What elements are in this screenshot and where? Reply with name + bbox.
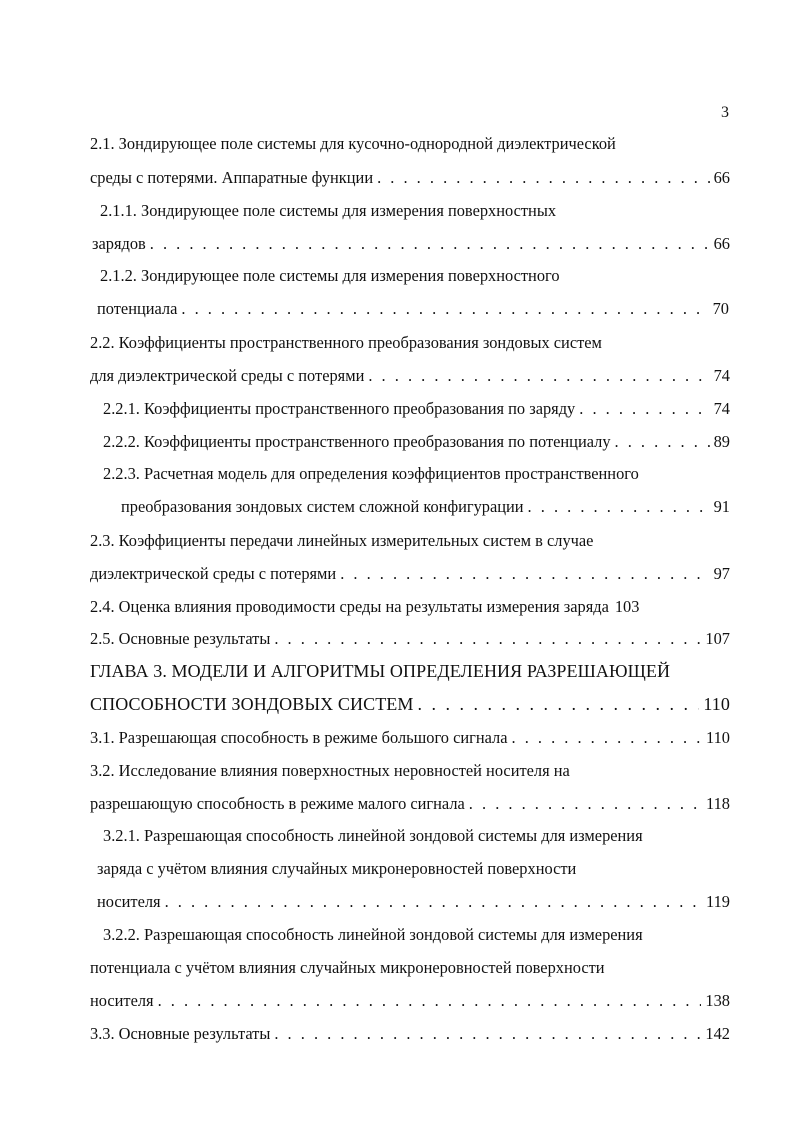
leader-dots: [368, 366, 709, 386]
toc-entry-page: 97: [713, 564, 730, 583]
toc-entry-text: 2.2. Коэффициенты пространственного преобразования зондовых систем: [90, 333, 602, 352]
toc-entry: [100, 266, 700, 286]
toc-entry-text: ГЛАВА 3. МОДЕЛИ И АЛГОРИТМЫ ОПРЕДЕЛЕНИЯ РАЗРЕШАЮЩЕЙ: [90, 661, 671, 681]
toc-entry: [97, 299, 729, 319]
toc-entry-page: 110: [706, 728, 730, 747]
toc-entry-text: 2.2.3. Расчетная модель для определения коэффициентов пространственного: [103, 464, 639, 483]
toc-entry-text: потенциала с учётом влияния случайных микронеровностей поверхности: [90, 958, 605, 977]
toc-entry: [90, 794, 730, 814]
toc-entry-page: 142: [705, 1024, 730, 1043]
toc-entry: [121, 497, 730, 517]
leader-dots: [512, 728, 703, 748]
toc-entry: [103, 399, 730, 419]
toc-entry-text: разрешающую способность в режиме малого сигнала: [90, 794, 465, 813]
toc-entry: [92, 234, 730, 254]
toc-entry-text: СПОСОБНОСТИ ЗОНДОВЫХ СИСТЕМ: [90, 694, 414, 714]
leader-dots: [579, 399, 709, 419]
toc-entry-page: 74: [713, 366, 730, 385]
toc-entry-text: 2.2.2. Коэффициенты пространственного преобразования по потенциалу: [103, 432, 611, 451]
toc-entry-text: 3.2. Исследование влияния поверхностных неровностей носителя на: [90, 761, 570, 780]
toc-entry: [90, 597, 730, 617]
toc-entry-page: 91: [713, 497, 730, 516]
toc-entry-page: 66: [713, 168, 730, 187]
leader-dots: [274, 1024, 701, 1044]
toc-entry: [90, 728, 730, 748]
toc-entry: [90, 991, 730, 1011]
toc-entry: [103, 925, 730, 945]
toc-entry-text: 2.1.2. Зондирующее поле системы для измерения поверхностного: [100, 266, 560, 285]
toc-entry-text: 2.3. Коэффициенты передачи линейных измерительных систем в случае: [90, 531, 594, 550]
toc-entry: [90, 366, 730, 386]
toc-entry-text: носителя: [97, 892, 161, 911]
leader-dots: [165, 892, 702, 912]
toc-entry-text: носителя: [90, 991, 154, 1010]
leader-dots: [528, 497, 710, 517]
leader-dots: [150, 234, 710, 254]
toc-entry: [103, 432, 730, 452]
toc-entry-page: 119: [706, 892, 730, 911]
toc-entry-page: 107: [705, 629, 730, 648]
page-number: 3: [721, 104, 729, 121]
toc-entry: [90, 564, 730, 584]
toc-entry-page: 118: [706, 794, 730, 813]
toc-entry-text: потенциала: [97, 299, 178, 318]
toc-entry: [103, 464, 723, 484]
leader-dots: [377, 168, 710, 188]
toc-entry: [90, 1024, 730, 1044]
leader-dots: [469, 794, 702, 814]
toc-entry: [90, 168, 730, 188]
toc-entry-page: 70: [712, 299, 729, 318]
toc-entry: [97, 892, 730, 912]
toc-entry-page: 110: [703, 694, 730, 714]
toc-entry: [100, 201, 700, 221]
toc-entry-text: 3.2.1. Разрешающая способность линейной зондовой системы для измерения: [103, 826, 643, 845]
toc-entry: [90, 629, 730, 649]
toc-entry-text: заряда с учётом влияния случайных микронеровностей поверхности: [97, 859, 577, 878]
toc-entry-text: преобразования зондовых систем сложной конфигурации: [121, 497, 524, 516]
toc-entry: [90, 134, 690, 154]
toc-entry-text: 2.2.1. Коэффициенты пространственного преобразования по заряду: [103, 399, 576, 418]
toc-entry-page: 103: [614, 597, 640, 616]
leader-dots: [158, 991, 702, 1011]
toc-entry: [103, 826, 730, 846]
toc-entry-text: диэлектрической среды с потерями: [90, 564, 337, 583]
toc-entry-page: 74: [713, 399, 730, 418]
toc-entry-text: 3.2.2. Разрешающая способность линейной зондовой системы для измерения: [103, 925, 643, 944]
leader-dots: [340, 564, 709, 584]
toc-entry-text: 2.1.1. Зондирующее поле системы для измерения поверхностных: [100, 201, 557, 220]
leader-dots: [417, 694, 699, 714]
toc-entry-page: 66: [713, 234, 730, 253]
chapter-heading: [90, 694, 730, 714]
toc-entry-text: 3.1. Разрешающая способность в режиме большого сигнала: [90, 728, 508, 747]
toc-entry-text: 2.5. Основные результаты: [90, 629, 271, 648]
toc-entry-text: для диэлектрической среды с потерями: [90, 366, 365, 385]
leader-dots: [274, 629, 701, 649]
toc-entry-text: 2.4. Оценка влияния проводимости среды на результаты измерения заряда: [90, 597, 609, 616]
leader-dots: [615, 432, 710, 452]
toc-entry: [90, 761, 690, 781]
toc-entry-text: зарядов: [92, 234, 146, 253]
toc-entry: [90, 531, 690, 551]
toc-entry-text: 2.1. Зондирующее поле системы для кусочно-однородной диэлектрической: [90, 134, 616, 153]
toc-entry: [90, 958, 690, 978]
toc-entry-page: 89: [713, 432, 730, 451]
toc-entry-page: 138: [705, 991, 730, 1010]
leader-dots: [181, 299, 708, 319]
toc-entry-text: 3.3. Основные результаты: [90, 1024, 271, 1043]
toc-entry: [90, 333, 690, 353]
chapter-heading: [90, 661, 730, 681]
toc-entry: [97, 859, 717, 879]
toc-entry-text: среды с потерями. Аппаратные функции: [90, 168, 374, 187]
